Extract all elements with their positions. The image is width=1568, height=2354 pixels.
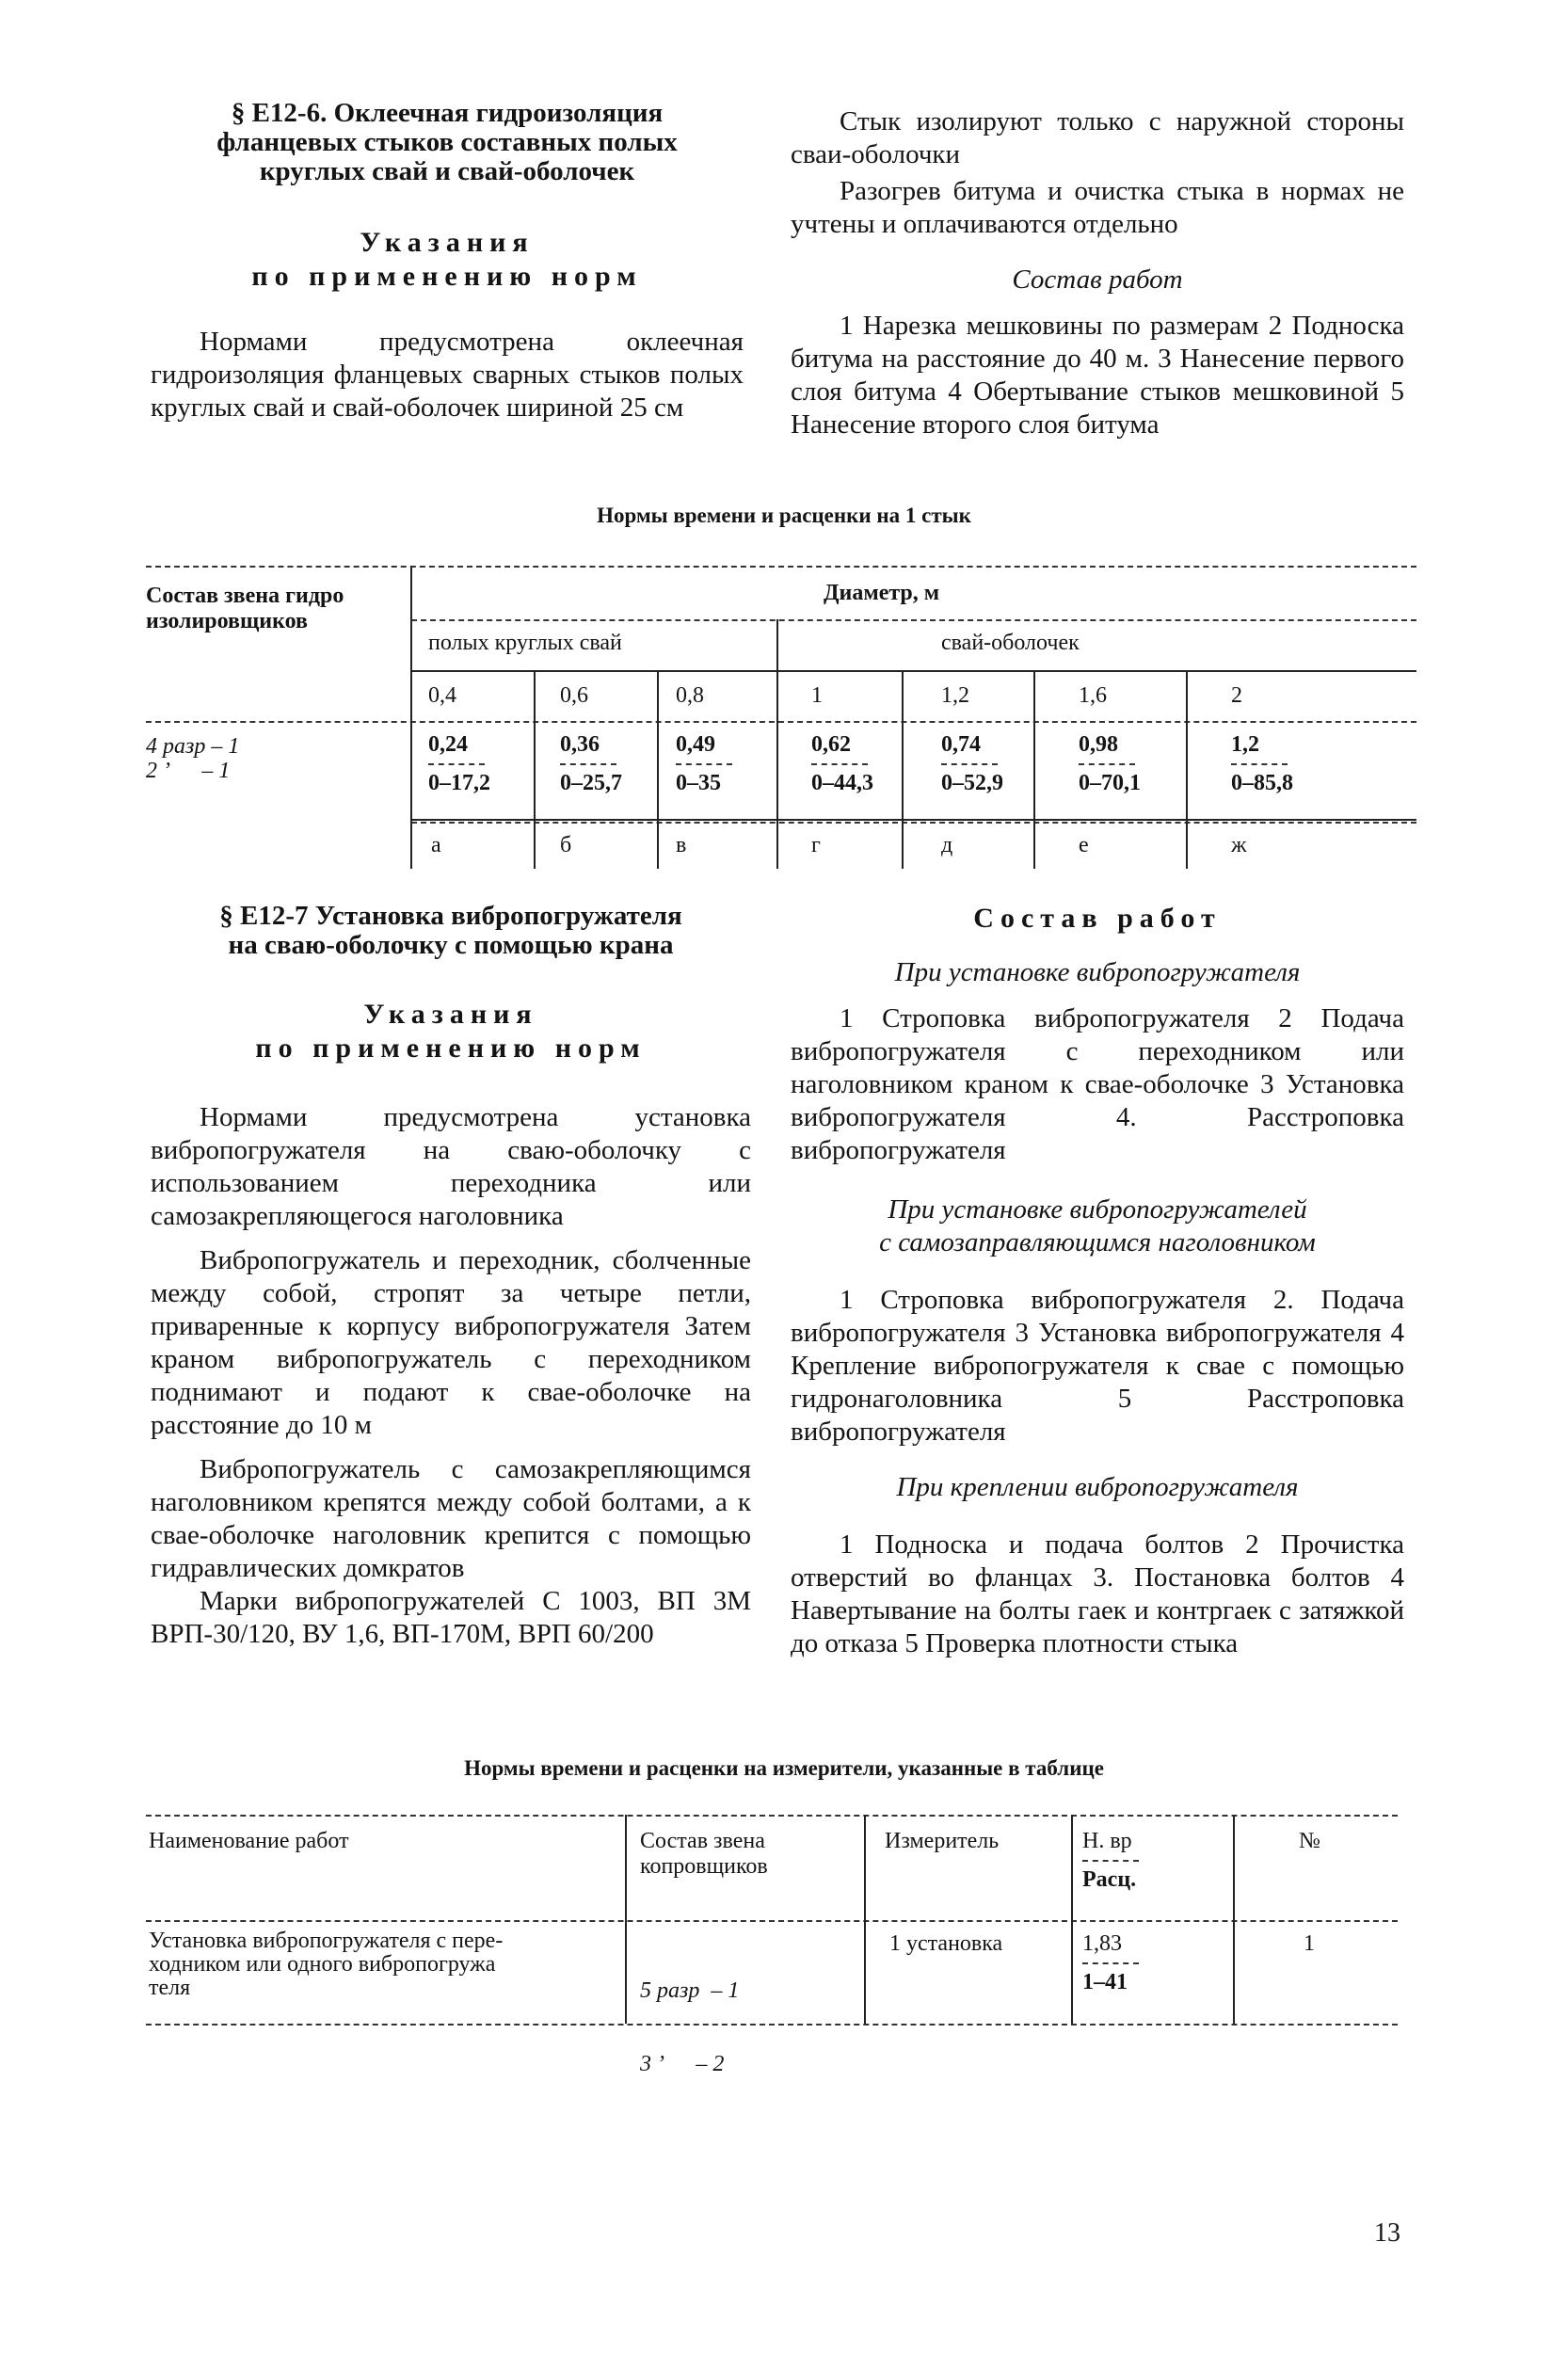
table1-cell-e: 0,74 0–52,9 [941, 732, 1003, 795]
table1-cell-g: 1,2 0–85,8 [1231, 732, 1293, 795]
table1-diameter: 1,2 [941, 683, 969, 708]
table1-group-piles: полых круглых свай [428, 631, 622, 655]
section2-right-column [791, 902, 1404, 1660]
table1-cell-c: 0,49 0–35 [676, 732, 732, 796]
section2-sub1-text: 1 Строповка вибропогружателя 2 Подача вибропогружателя с переходником или наголовником краном к сваe-оболочке 3 Установка вибропогружателя 4. Расстроповка вибропогружателя [791, 1003, 1404, 1165]
table1-diameter: 2 [1231, 683, 1242, 708]
table2-caption: Нормы времени и расценки на измерители, указанные в таблице [464, 1756, 1104, 1780]
section1-instructions-text: Нормами предусмотрена оклеечная гидроизоляция фланцевых сварных стыков полых круглых свай и свай-оболочек шириной 25 см [151, 327, 744, 423]
table1-group-shells: свай-оболочек [941, 631, 1080, 655]
table2-row-unit: 1 установка [889, 1931, 1003, 1956]
section2-subheading-3: При креплении вибропогружателя [896, 1472, 1299, 1502]
section2-subheading-2: При установке вибропогружателей с самозаправляющимся наголовником [879, 1194, 1316, 1257]
table2-header-crew-1: Состав звена [640, 1829, 765, 1853]
section1-title: § Е12-6. Оклеечная гидроизоляция фланцевых стыков составных полых круглых свай и свай-оболочек [216, 98, 678, 186]
table1-diameter: 1 [811, 683, 823, 708]
table1-letter: б [560, 833, 572, 857]
table2-row-crew: 5 разр – 1 3 ’ – 2 [640, 1978, 740, 2076]
table2-row-no: 1 [1304, 1931, 1315, 1956]
table1-diameter: 0,6 [560, 683, 588, 708]
table1-cell-b: 0,36 0–25,7 [560, 732, 622, 795]
page-number: 13 [1374, 2218, 1400, 2248]
section2-sub3-text: 1 Подноска и подача болтов 2 Прочистка отверстий во фланцах 3. Постановка болтов 4 Навертывание на болты гаек и контргаек с затяжкой до отказа 5 Проверка плотности стыка [791, 1529, 1404, 1658]
section2-paragraph-4: Марки вибропогружателей С 1003, ВП 3М ВРП-30/120, ВУ 1,6, ВП-170М, ВРП 60/200 [151, 1586, 751, 1649]
table2-header-unit: Измеритель [885, 1829, 1000, 1853]
table1-crew-line-1: 4 разр – 1 [146, 734, 240, 759]
table1-caption: Нормы времени и расценки на 1 стык [597, 504, 971, 527]
table1-diameter: 0,4 [428, 683, 456, 708]
section1-right-paragraph-2: Разогрев битума и очистка стыка в нормах не учтены и оплачиваются отдельно [791, 176, 1404, 239]
section2-sub2-text: 1 Строповка вибропогружателя 2. Подача вибропогружателя 3 Установка вибропогружателя 4 Крепление вибропогружателя к свае с помощью гидронаголовника 5 Расстроповка вибропогружателя [791, 1285, 1404, 1447]
section2-subheading-1: При установке вибропогружателя [894, 957, 1301, 987]
table1-letter: д [941, 833, 953, 857]
section1-instructions-heading: Указания по применению норм [251, 227, 643, 292]
table2-header-crew-2: копровщиков [640, 1854, 768, 1879]
table2-header-no: № [1299, 1829, 1320, 1853]
table2-row-norm-rate: 1,83 1–41 [1082, 1931, 1139, 1995]
section2-paragraph-2: Вибропогружатель и переходник, сболченные между собой, стропят за четыре петли, приваренные к корпусу вибропогружателя Затем краном вибропогружатель с переходником поднимают и подают к сваe-оболочке на расстояние до 10 м [151, 1245, 751, 1440]
section2-paragraph-1: Нормами предусмотрена установка вибропогружателя на сваю-оболочку с использованием переходника или самозакрепляющегося наголовника [151, 1102, 751, 1231]
table2-header-name: Наименование работ [149, 1829, 349, 1853]
section1-work-text: 1 Нарезка мешковины по размерам 2 Подноска битума на расстояние до 40 м. 3 Нанесение первого слоя битума 4 Обертывание стыков мешковиной 5 Нанесение второго слоя битума [791, 311, 1404, 440]
section1-right-paragraph-1: Стык изолируют только с наружной стороны сваи-оболочки [791, 106, 1404, 169]
section2-paragraph-3: Вибропогружатель с самозакрепляющимся наголовником крепятся между собой болтами, а к сваe-оболочке наголовник крепится с помощью гидравлических домкратов [151, 1454, 751, 1583]
section1-work-heading: Состав работ [1012, 264, 1183, 295]
table1-cell-d: 0,62 0–44,3 [811, 732, 873, 795]
table1-diameter-header: Диаметр, м [824, 581, 940, 605]
table1-letter: г [811, 833, 821, 857]
table2-row-name: Установка вибропогружателя с пере- ходником или одного вибропогружа теля [149, 1929, 504, 2000]
table1-crew-header: Состав звена гидро изолировщиков [146, 584, 344, 633]
table1-diameter: 0,8 [676, 683, 704, 708]
table1-cell-a: 0,24 0–17,2 [428, 732, 490, 795]
section1-left-column [151, 99, 744, 424]
table1-letter: в [676, 833, 687, 857]
table1-cell-f: 0,98 0–70,1 [1079, 732, 1141, 795]
section2-work-heading: Состав работ [973, 903, 1222, 934]
table1-letter: е [1079, 833, 1089, 857]
section1-right-column [791, 105, 1404, 441]
table2-header-norm-rate: Н. вр Расц. [1082, 1829, 1139, 1893]
table1-letter: ж [1231, 833, 1247, 857]
table1-crew-line-2: 2 ’ – 1 [146, 759, 231, 783]
section2-instructions-heading: Указания по применению норм [255, 999, 647, 1064]
table1-diameter: 1,6 [1079, 683, 1107, 708]
section2-title: § Е12-7 Установка вибропогружателя на сваю-оболочку с помощью крана [219, 901, 682, 960]
section2-left-column [151, 902, 751, 1651]
table1-letter: а [431, 833, 441, 857]
